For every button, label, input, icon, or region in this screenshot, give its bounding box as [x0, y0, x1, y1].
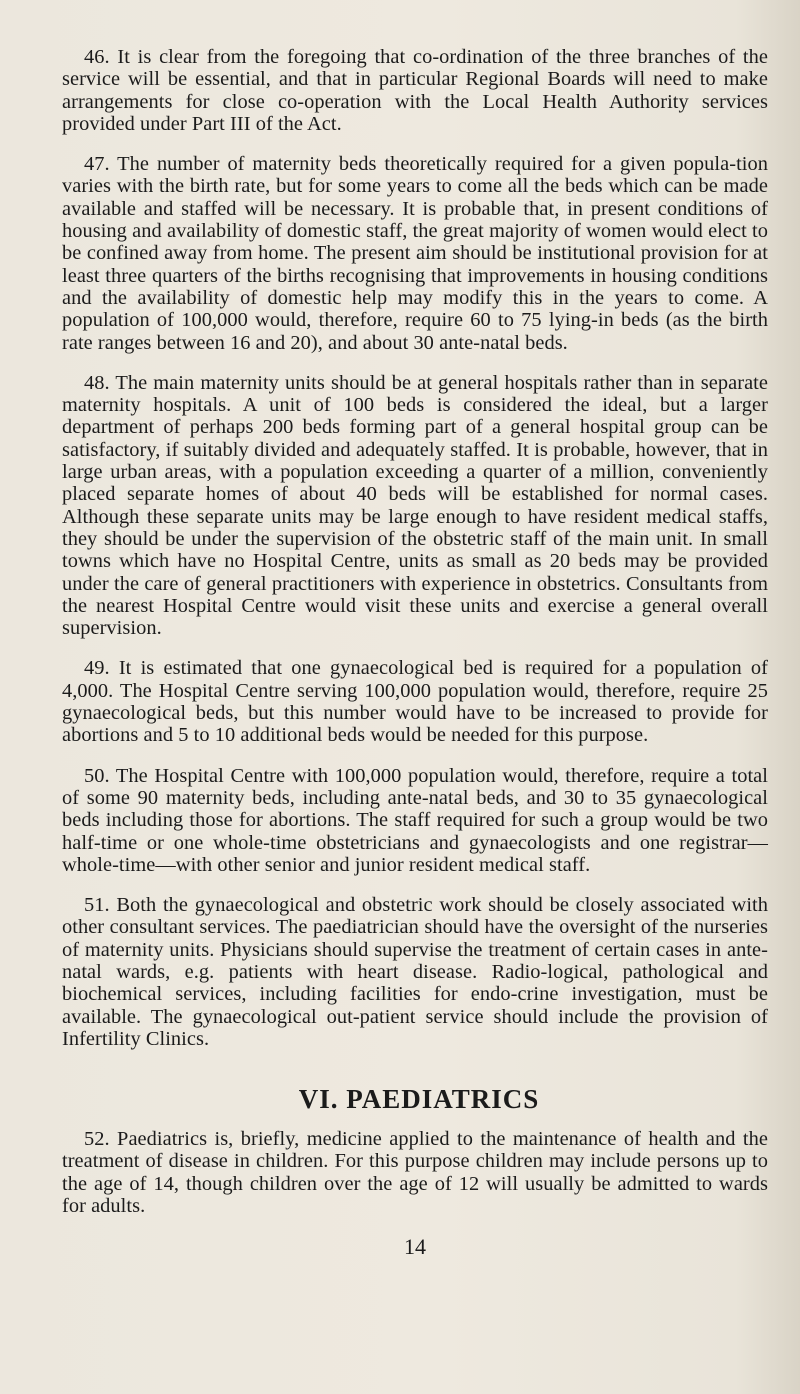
paragraph-48: 48. The main maternity units should be at general hospitals rather than in separate maternity hospitals. A unit of 100 beds is considered the ideal, but a larger department of perhaps 200 beds forming part of a general hospital group can be satisfactory, if suitably divided and adequately staffed. It is probable, however, that in large urban areas, with a population exceeding a quarter of a million, conveniently placed separate homes of about 40 beds will be established for normal cases. Although these separate units may be large enough to have resident medical staffs, they should be under the supervision of the obstetric staff of the main unit. In small towns which have no Hospital Centre, units as small as 20 beds may be provided under the care of general practitioners with experience in obstetrics. Consultants from the nearest Hospital Centre would visit these units and exercise a general overall supervision. — [62, 371, 768, 640]
body-text — [62, 46, 768, 1259]
paragraph-51: 51. Both the gynaecological and obstetric work should be closely associated with other consultant services. The paediatrician should have the oversight of the nurseries of maternity units. Physicians should supervise the treatment of certain cases in ante-natal wards, e.g. patients with heart disease. Radio-logical, pathological and biochemical services, including facilities for endo-crine investigation, must be available. The gynaecological out-patient service should include the provision of Infertility Clinics. — [62, 894, 768, 1050]
paragraph-49: 49. It is estimated that one gynaecological bed is required for a population of 4,000. The Hospital Centre serving 100,000 population would, therefore, require 25 gynaecological beds, but this number would have to be increased to provide for abortions and 5 to 10 additional beds would be needed for this purpose. — [62, 657, 768, 747]
paragraph-50: 50. The Hospital Centre with 100,000 population would, therefore, require a total of some 90 maternity beds, including ante-natal beds, and 30 to 35 gynaecological beds including those for abortions. The staff required for such a group would be two half-time or one whole-time obstetricians and gynaecologists and one registrar—whole-time—with other senior and junior resident medical staff. — [62, 764, 768, 876]
paragraph-52: 52. Paediatrics is, briefly, medicine applied to the maintenance of health and the treatment of disease in children. For this purpose children may include persons up to the age of 14, though children over the age of 12 will usually be admitted to wards for adults. — [62, 1128, 768, 1218]
paragraph-47: 47. The number of maternity beds theoretically required for a given popula-tion varies with the birth rate, but for some years to come all the beds which can be made available and staffed will be necessary. It is probable that, in present conditions of housing and availability of domestic staff, the great majority of women would elect to be confined away from home. The present aim should be institutional provision for at least three quarters of the births recognising that improvements in housing conditions and the availability of domestic help may modify this in the years to come. A population of 100,000 would, therefore, require 60 to 75 lying-in beds (as the birth rate ranges between 16 and 20), and about 30 ante-natal beds. — [62, 153, 768, 354]
section-heading-paediatrics: VI. PAEDIATRICS — [298, 1084, 540, 1115]
paragraph-46: 46. It is clear from the foregoing that co-ordination of the three branches of the service will be essential, and that in particular Regional Boards will need to make arrangements for close co-operation with the Local Health Authority services provided under Part III of the Act. — [62, 46, 768, 135]
page-number: 14 — [404, 1234, 426, 1260]
